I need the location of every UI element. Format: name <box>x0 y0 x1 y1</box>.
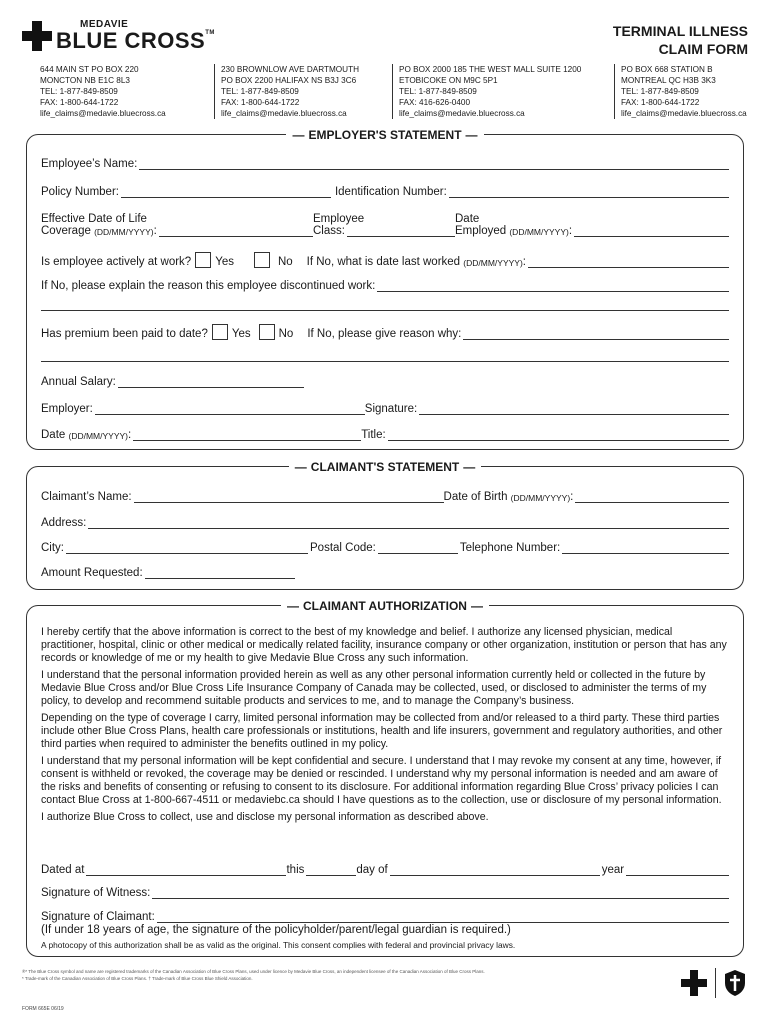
claimant-authorization-header: — CLAIMANT AUTHORIZATION — <box>281 599 489 613</box>
authorization-paragraph-1: I hereby certify that the above information is correct to the best of my knowledge and belief. I authorize any licensed physician, medical practitioner, hospital, clinic or other medical or medically related facility, insurance company or other organization, institution or person that has any records or knowledge of me or my health to give Medavie Blue Cross any such information. <box>41 626 727 664</box>
discontinued-reason-field-line2[interactable] <box>41 310 729 311</box>
employee-class-label-line1: Employee <box>313 213 365 225</box>
photocopy-row <box>41 940 729 950</box>
date-title-row: Date (DD/MM/YYYY) : Title: <box>41 429 729 441</box>
employee-class-field[interactable] <box>347 226 455 237</box>
month-field[interactable] <box>390 865 600 876</box>
day-field[interactable] <box>306 865 356 876</box>
employer-date-label: Date <box>41 429 66 441</box>
effective-date-label-line1: Effective Date of Life <box>41 213 147 225</box>
trademark-footnote-1: ®* The Blue Cross symbol and name are registered trademarks of the Canadian Association of Blue Cross Plans, used under licence by Medavie Blue Cross, an independent licensee of the Canadian Association of Blue Cross Plans. <box>22 969 485 974</box>
employee-class-label-line2: Class: <box>313 225 345 237</box>
claimant-name-label: Claimant’s Name: <box>41 491 132 503</box>
employee-name-field[interactable] <box>139 159 729 170</box>
premium-paid-label: Has premium been paid to date? <box>41 328 208 340</box>
dated-at-label: Dated at <box>41 864 85 876</box>
authorization-paragraph-5: I authorize Blue Cross to collect, use and disclose my personal information as described above. <box>41 811 489 823</box>
day-of-label: day of <box>356 864 388 876</box>
employer-date-format: (DD/MM/YYYY) <box>68 431 128 441</box>
claimant-signature-row <box>41 911 729 923</box>
dated-at-field[interactable] <box>86 865 286 876</box>
logo-medavie-text: MEDAVIE <box>80 19 129 30</box>
authorization-paragraph-3: Depending on the type of coverage I carry, limited personal information may be collected from and/or released to a third party. These third parties include other Blue Cross Plans, health care professionals or institutions, health and life insurers, government and regulatory authorities, and other third parties when required to administer the benefits outlined in my policy. <box>41 712 723 750</box>
identification-number-field[interactable] <box>449 187 729 198</box>
logo-tm: TM <box>205 30 215 36</box>
address-montreal: PO BOX 668 STATION B MONTREAL QC H3B 3K3 TEL: 1-877-849-8509 FAX: 1-800-644-1722 life_claims@medavie.bluecross.ca <box>614 64 750 119</box>
actively-at-work-row: Is employee actively at work? Yes No If No, what is date last worked (DD/MM/YYYY) : <box>41 252 729 268</box>
witness-signature-label: Signature of Witness: <box>41 887 151 899</box>
annual-salary-label: Annual Salary: <box>41 376 116 388</box>
dated-at-row <box>41 864 729 876</box>
form-title-line1: TERMINAL ILLNESS <box>612 23 748 39</box>
year-field[interactable] <box>626 865 729 876</box>
claimant-signature-label: Signature of Claimant: <box>41 911 155 923</box>
employer-field[interactable] <box>95 404 365 415</box>
address-moncton: 644 MAIN ST PO BOX 220 MONCTON NB E1C 8L3 TEL: 1-877-849-8509 FAX: 1-800-644-1722 life_claims@medavie.bluecross.ca <box>40 65 166 118</box>
date-last-worked-field[interactable] <box>528 257 729 268</box>
date-employed-format: (DD/MM/YYYY) <box>509 227 569 237</box>
employer-statement-header: — EMPLOYER'S STATEMENT — <box>286 128 483 142</box>
employer-date-field[interactable] <box>133 430 361 441</box>
premium-paid-yes-label: Yes <box>231 328 251 340</box>
actively-at-work-yes-label: Yes <box>215 256 234 268</box>
witness-signature-row <box>41 887 729 899</box>
date-employed-label-line2: Employed <box>455 225 507 237</box>
witness-signature-field[interactable] <box>152 888 729 899</box>
annual-salary-row <box>41 376 729 388</box>
discontinued-reason-row <box>41 280 729 292</box>
authorization-paragraph-2: I understand that the personal information provided herein as well as any other personal information currently held or collected in the future by Medavie Blue Cross and/or Blue Cross Life Insurance Company of Canada may be collected, used, or disclosed to administer the terms of my policy, to develop and recommend suitable products and services to me, and to manage the Company’s business. <box>41 669 707 707</box>
employee-name-row <box>41 158 729 170</box>
claimant-name-row: Claimant’s Name: Date of Birth (DD/MM/YYYY) : <box>41 491 729 503</box>
logo-brand-name: BLUE CROSS <box>56 28 206 53</box>
form-title <box>613 22 748 58</box>
city-row <box>41 542 729 554</box>
under-18-row <box>41 924 729 936</box>
address-dartmouth: 230 BROWNLOW AVE DARTMOUTH PO BOX 2200 HALIFAX NS B3J 3C6 TEL: 1-877-849-8509 FAX: 1-800-644-1722 life_claims@medavie.bluecross.ca <box>214 64 392 119</box>
city-field[interactable] <box>66 543 308 554</box>
actively-at-work-yes-checkbox[interactable] <box>195 252 211 268</box>
city-label: City: <box>41 542 64 554</box>
discontinued-reason-field[interactable] <box>377 281 729 292</box>
postal-code-label: Postal Code: <box>310 542 376 554</box>
year-label: year <box>601 864 625 876</box>
premium-paid-no-label: No <box>278 328 294 340</box>
claimant-signature-field[interactable] <box>157 912 729 923</box>
claimant-statement-header: — CLAIMANT'S STATEMENT — <box>289 460 481 474</box>
employer-statement-section <box>26 128 744 450</box>
date-employed-field[interactable] <box>574 226 729 237</box>
premium-paid-yes-checkbox[interactable] <box>212 324 228 340</box>
discontinued-reason-label: If No, please explain the reason this employee discontinued work: <box>41 280 376 292</box>
premium-paid-row <box>41 324 729 340</box>
dob-format: (DD/MM/YYYY) <box>510 493 571 503</box>
date-employed-label-line1: Date <box>455 213 480 225</box>
policy-row <box>41 186 729 198</box>
employer-signature-row <box>41 403 729 415</box>
medavie-blue-cross-logo <box>22 20 215 52</box>
blue-cross-icon <box>22 21 52 51</box>
form-title-line2: CLAIM FORM <box>658 41 748 57</box>
actively-at-work-no-checkbox[interactable] <box>254 252 270 268</box>
actively-at-work-no-label: No <box>277 256 293 268</box>
address-label: Address: <box>41 517 87 529</box>
premium-reason-label: If No, please give reason why: <box>307 328 462 340</box>
effective-date-format: (DD/MM/YYYY) <box>94 227 154 237</box>
telephone-field[interactable] <box>562 543 729 554</box>
blue-cross-icon-footer <box>681 970 707 996</box>
employee-name-label: Employee’s Name: <box>41 158 138 170</box>
policy-number-field[interactable] <box>121 187 331 198</box>
claimant-authorization-section <box>26 599 744 957</box>
date-last-worked-format: (DD/MM/YYYY) <box>463 258 523 268</box>
claimant-name-field[interactable] <box>134 492 444 503</box>
title-label: Title: <box>361 429 386 441</box>
title-field[interactable] <box>388 430 729 441</box>
employer-label: Employer: <box>41 403 93 415</box>
signature-field[interactable] <box>419 404 729 415</box>
amount-requested-row <box>41 567 729 579</box>
signature-label: Signature: <box>364 403 418 415</box>
office-addresses <box>40 64 750 119</box>
logo-divider <box>715 968 716 998</box>
blue-shield-icon <box>724 969 746 997</box>
address-etobicoke: PO BOX 2000 185 THE WEST MALL SUITE 1200 ETOBICOKE ON M9C 5P1 TEL: 1-877-849-8509 FAX: 416-626-0400 life_claims@medavie.bluecross.ca <box>392 64 614 119</box>
actively-at-work-label: Is employee actively at work? <box>41 256 192 268</box>
amount-requested-label: Amount Requested: <box>41 567 143 579</box>
form-number: FORM 665E 06/19 <box>22 1006 64 1012</box>
coverage-row: Effective Date of Life Coverage (DD/MM/YYYY) : Employee Class: Date Employed (DD/MM/YYYY) : <box>41 213 729 237</box>
authorization-paragraph-4: I understand that my personal information will be kept confidential and secure. I understand that I may revoke my consent at any time, however, if consent is withheld or revoked, the coverage may be denied or rescinded. I understand why my personal information is needed and am aware of the risks and benefits of consenting or refusing to consent to its disclosure. For additional information regarding Blue Cross’ privacy policies I can contact Blue Cross at 1-800-667-4511 or medaviebc.ca should I have questions as to the collection, use or disclosure of my personal information. <box>41 755 722 806</box>
this-label: this <box>286 864 305 876</box>
effective-date-field[interactable] <box>159 226 313 237</box>
effective-date-label-line2: Coverage <box>41 225 91 237</box>
address-field[interactable] <box>88 518 729 529</box>
photocopy-note: A photocopy of this authorization shall be as valid as the original. This consent complies with federal and provincial privacy laws. <box>41 940 516 950</box>
under-18-note: (If under 18 years of age, the signature of the policyholder/parent/legal guardian is required.) <box>41 924 511 936</box>
claimant-statement-section <box>26 460 744 590</box>
address-row <box>41 517 729 529</box>
premium-reason-field-line2[interactable] <box>41 361 729 362</box>
premium-paid-no-checkbox[interactable] <box>259 324 275 340</box>
dob-field[interactable] <box>575 492 729 503</box>
footer-logos <box>681 968 746 998</box>
dob-label: Date of Birth <box>443 491 508 503</box>
postal-code-field[interactable] <box>378 543 458 554</box>
annual-salary-field[interactable] <box>118 377 304 388</box>
amount-requested-field[interactable] <box>145 568 295 579</box>
trademark-footnote-2: * Trade-mark of the Canadian Association of Blue Cross Plans. † Trade-mark of Blue Cross Blue Shield Association. <box>22 976 253 981</box>
premium-reason-field[interactable] <box>463 329 729 340</box>
date-last-worked-label: If No, what is date last worked <box>306 256 461 268</box>
policy-number-label: Policy Number: <box>41 186 119 198</box>
identification-number-label: Identification Number: <box>334 186 447 198</box>
telephone-label: Telephone Number: <box>459 542 561 554</box>
authorization-text <box>41 626 729 828</box>
